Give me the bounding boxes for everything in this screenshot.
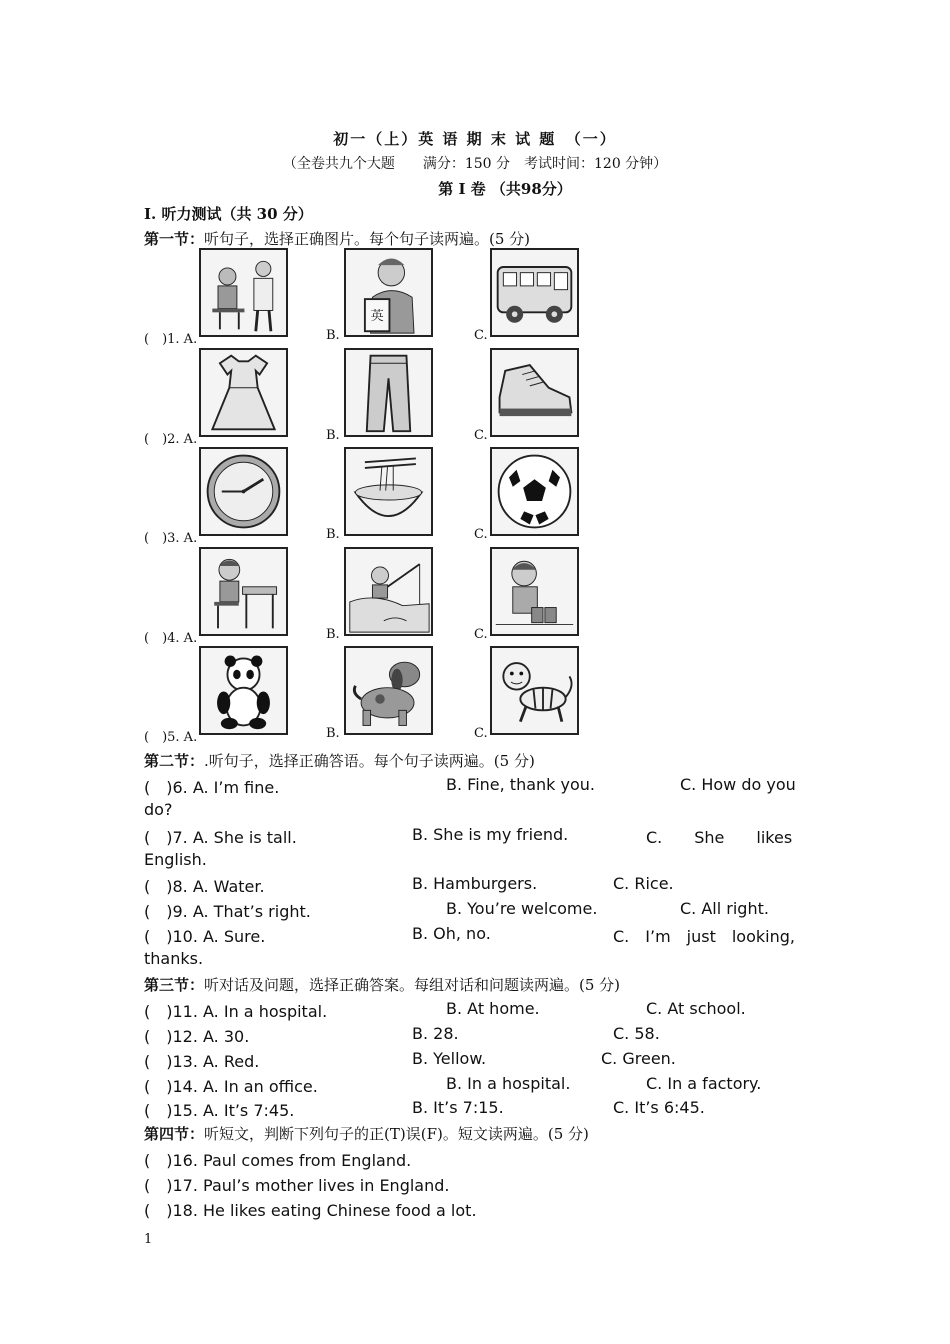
sec4-label: 第四节： — [144, 1125, 205, 1143]
q15-option-b[interactable]: B. It’s 7:15. — [412, 1098, 504, 1117]
boy-sitting-icon[interactable] — [490, 547, 579, 636]
q4-number: ( )4. A. — [144, 631, 198, 646]
bus-icon[interactable] — [490, 248, 579, 337]
q2-c-label: C. — [474, 428, 488, 443]
sec2-label: 第二节： — [144, 752, 205, 770]
soccer-ball-icon[interactable] — [490, 447, 579, 536]
panda-icon[interactable] — [199, 646, 288, 735]
q14-option-c[interactable]: C. In a factory. — [646, 1074, 762, 1093]
q2-number: ( )2. A. — [144, 432, 198, 447]
q16-statement[interactable]: ( )16. Paul comes from England. — [144, 1151, 412, 1170]
dress-icon[interactable] — [199, 348, 288, 437]
q8-option-a[interactable]: ( )8. A. Water. — [144, 877, 265, 896]
q11-option-b[interactable]: B. At home. — [446, 999, 540, 1018]
q13-option-a[interactable]: ( )13. A. Red. — [144, 1052, 260, 1071]
sec4-heading — [144, 1123, 589, 1144]
q6-option-c-wrap: do? — [144, 800, 173, 819]
sec2-heading — [144, 750, 535, 771]
q4-b-label: B. — [326, 627, 340, 642]
boy-at-desk-icon[interactable] — [199, 547, 288, 636]
q9-option-c[interactable]: C. All right. — [680, 899, 769, 918]
q8-option-c[interactable]: C. Rice. — [613, 874, 674, 893]
sec3-heading — [144, 974, 620, 995]
noodles-icon[interactable] — [344, 447, 433, 536]
tiger-icon[interactable] — [490, 646, 579, 735]
dog-icon[interactable] — [344, 646, 433, 735]
q13-option-b[interactable]: B. Yellow. — [412, 1049, 487, 1068]
q7-option-c[interactable]: C. She likes — [646, 828, 793, 847]
q10-option-c-wrap: thanks. — [144, 949, 204, 968]
q11-option-c[interactable]: C. At school. — [646, 999, 746, 1018]
q7-option-a[interactable]: ( )7. A. She is tall. — [144, 828, 297, 847]
sneaker-icon[interactable] — [490, 348, 579, 437]
boy-fishing-icon[interactable] — [344, 547, 433, 636]
sec4-text: 听短文，判断下列句子的正(T)误(F)。短文读两遍。(5 分) — [204, 1125, 589, 1143]
svg-text:英: 英 — [370, 308, 384, 324]
q10-option-c[interactable]: C. I’m just looking, — [613, 927, 795, 946]
q5-number: ( )5. A. — [144, 730, 198, 745]
q18-statement[interactable]: ( )18. He likes eating Chinese food a lot. — [144, 1201, 477, 1220]
q14-option-b[interactable]: B. In a hospital. — [446, 1074, 571, 1093]
clock-icon[interactable] — [199, 447, 288, 536]
sec1-heading — [144, 228, 530, 249]
sec1-text: 听句子，选择正确图片。每个句子读两遍。(5 分) — [204, 230, 531, 248]
q10-option-b[interactable]: B. Oh, no. — [412, 924, 491, 943]
q11-option-a[interactable]: ( )11. A. In a hospital. — [144, 1002, 328, 1021]
q9-option-b[interactable]: B. You’re welcome. — [446, 899, 598, 918]
q13-option-c[interactable]: C. Green. — [601, 1049, 676, 1068]
sec2-text: .听句子，选择正确答语。每个句子读两遍。(5 分) — [204, 752, 535, 770]
q8-option-b[interactable]: B. Hamburgers. — [412, 874, 538, 893]
q7-option-c-wrap: English. — [144, 850, 207, 869]
q4-c-label: C. — [474, 627, 488, 642]
q1-c-label: C. — [474, 328, 488, 343]
q7-option-b[interactable]: B. She is my friend. — [412, 825, 569, 844]
q3-c-label: C. — [474, 527, 488, 542]
q1-b-label: B. — [326, 328, 340, 343]
q2-b-label: B. — [326, 428, 340, 443]
q12-option-b[interactable]: B. 28. — [412, 1024, 459, 1043]
q6-option-b[interactable]: B. Fine, thank you. — [446, 775, 595, 794]
q3-number: ( )3. A. — [144, 531, 198, 546]
q14-option-a[interactable]: ( )14. A. In an office. — [144, 1077, 318, 1096]
q3-b-label: B. — [326, 527, 340, 542]
volume-heading: 第 I 卷 （共98分） — [438, 180, 572, 198]
exam-title: 初一（上）英 语 期 末 试 题 （一） — [333, 130, 617, 148]
q12-option-c[interactable]: C. 58. — [613, 1024, 660, 1043]
q17-statement[interactable]: ( )17. Paul’s mother lives in England. — [144, 1176, 450, 1195]
trousers-icon[interactable] — [344, 348, 433, 437]
q15-option-c[interactable]: C. It’s 6:45. — [613, 1098, 705, 1117]
q1-number: ( )1. A. — [144, 332, 198, 347]
teacher-english-book-icon[interactable] — [344, 248, 433, 337]
q9-option-a[interactable]: ( )9. A. That’s right. — [144, 902, 311, 921]
q5-c-label: C. — [474, 726, 488, 741]
page-number: 1 — [144, 1232, 153, 1247]
q6-option-c[interactable]: C. How do you — [680, 775, 796, 794]
sec1-label: 第一节： — [144, 230, 205, 248]
part1-heading: I. 听力测试（共 30 分） — [144, 205, 313, 223]
q10-option-a[interactable]: ( )10. A. Sure. — [144, 927, 266, 946]
sec3-text: 听对话及问题，选择正确答案。每组对话和问题读两遍。(5 分) — [204, 976, 621, 994]
q6-option-a[interactable]: ( )6. A. I’m fine. — [144, 778, 280, 797]
q12-option-a[interactable]: ( )12. A. 30. — [144, 1027, 250, 1046]
q5-b-label: B. — [326, 726, 340, 741]
doctor-patient-icon[interactable] — [199, 248, 288, 337]
q15-option-a[interactable]: ( )15. A. It’s 7:45. — [144, 1101, 295, 1120]
exam-subtitle: （全卷共九个大题 满分：150 分 考试时间：120 分钟） — [282, 156, 668, 172]
sec3-label: 第三节： — [144, 976, 205, 994]
